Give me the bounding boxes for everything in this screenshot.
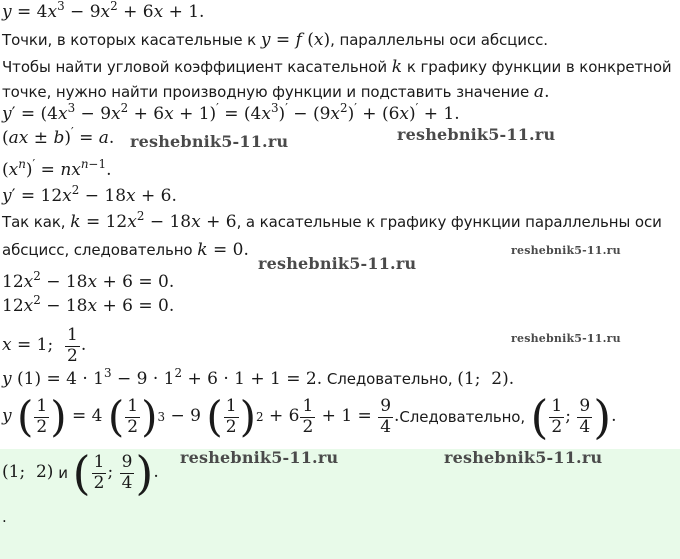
since-line-2: абсцисс, следовательно k = 0. xyxy=(2,240,249,260)
consequently-text-1: Следовательно, xyxy=(326,370,453,388)
intro-text: Точки, в которых касательные к xyxy=(2,31,257,49)
intro-text-end: , параллельны оси абсцисс. xyxy=(330,31,548,49)
y-half-line: y ( 1 2 ) = 4 ( 1 2 ) 3 − 9 ( 1 2 ) 2 + 6 1 2 + 1 = 9 4 . Следовательно, ( 1 2 ; 9 4 ) . xyxy=(2,390,617,444)
rule-linear: (ax ± b)′ = a. xyxy=(2,124,115,148)
explain-line-1: Чтобы найти угловой коэффициент касательной k к графику функции в конкретной xyxy=(2,57,672,77)
explain-text-1: Чтобы найти угловой коэффициент касательной xyxy=(2,58,388,76)
since-text: Так как, xyxy=(2,213,66,231)
explain-text-2: точке, нужно найти производную функции и подставить значение xyxy=(2,83,530,101)
y1-line: y $(1) = 4 \cdot 1^3 - 9 \cdot 1^2 + 6 \cdot 1 + 1 = 2$. Следовательно, (1; 2). xyxy=(2,365,515,389)
consequently-text-2: Следовательно, xyxy=(399,407,526,426)
watermark: reshebnik5-11.ru xyxy=(180,448,339,467)
since-text-2: абсцисс, следовательно xyxy=(2,241,193,259)
explain-line-2: точке, нужно найти производную функции и подставить значение a. xyxy=(2,82,550,102)
watermark: reshebnik5-11.ru xyxy=(511,332,621,345)
watermark: reshebnik5-11.ru xyxy=(258,254,417,273)
derivative-result: $y' = 12x^2 - 18x + 6$. xyxy=(2,182,177,206)
final-dot: . xyxy=(2,508,7,526)
watermark: reshebnik5-11.ru xyxy=(511,244,621,257)
rule-power: $(x^n)' = nx^{n-1}$. xyxy=(2,156,112,180)
watermark: reshebnik5-11.ru xyxy=(397,125,556,144)
roots-line: x = 1; 1 2 . xyxy=(2,325,87,366)
equation-1: $12x^2 - 18x + 6 = 0$. xyxy=(2,268,175,292)
explain-text-1-end: к графику функции в конкретной xyxy=(406,58,672,76)
watermark: reshebnik5-11.ru xyxy=(444,448,603,467)
equation-2: $12x^2 - 18x + 6 = 0$. xyxy=(2,292,175,316)
watermark: reshebnik5-11.ru xyxy=(130,132,289,151)
derivative-expansion: $y' = (4x^3 - 9x^2 + 6x + 1)' = (4x^3)' - (9x^2)' + (6x)' + 1$. xyxy=(2,100,460,124)
function-line: $y = 4x^3 - 9x^2 + 6x + 1$. xyxy=(2,0,205,22)
answer-line: (1; 2) и ( 1 2 ; 9 4 ) . xyxy=(2,446,159,500)
since-line: Так как, $k = 12x^2 - 18x + 6$, а касательные к графику функции параллельны оси xyxy=(2,208,662,232)
since-text-end: , а касательные к графику функции параллельны оси xyxy=(236,213,662,231)
intro-line: Точки, в которых касательные к y = f (x), параллельны оси абсцисс. xyxy=(2,30,548,50)
answer-conjunction: и xyxy=(58,463,68,482)
